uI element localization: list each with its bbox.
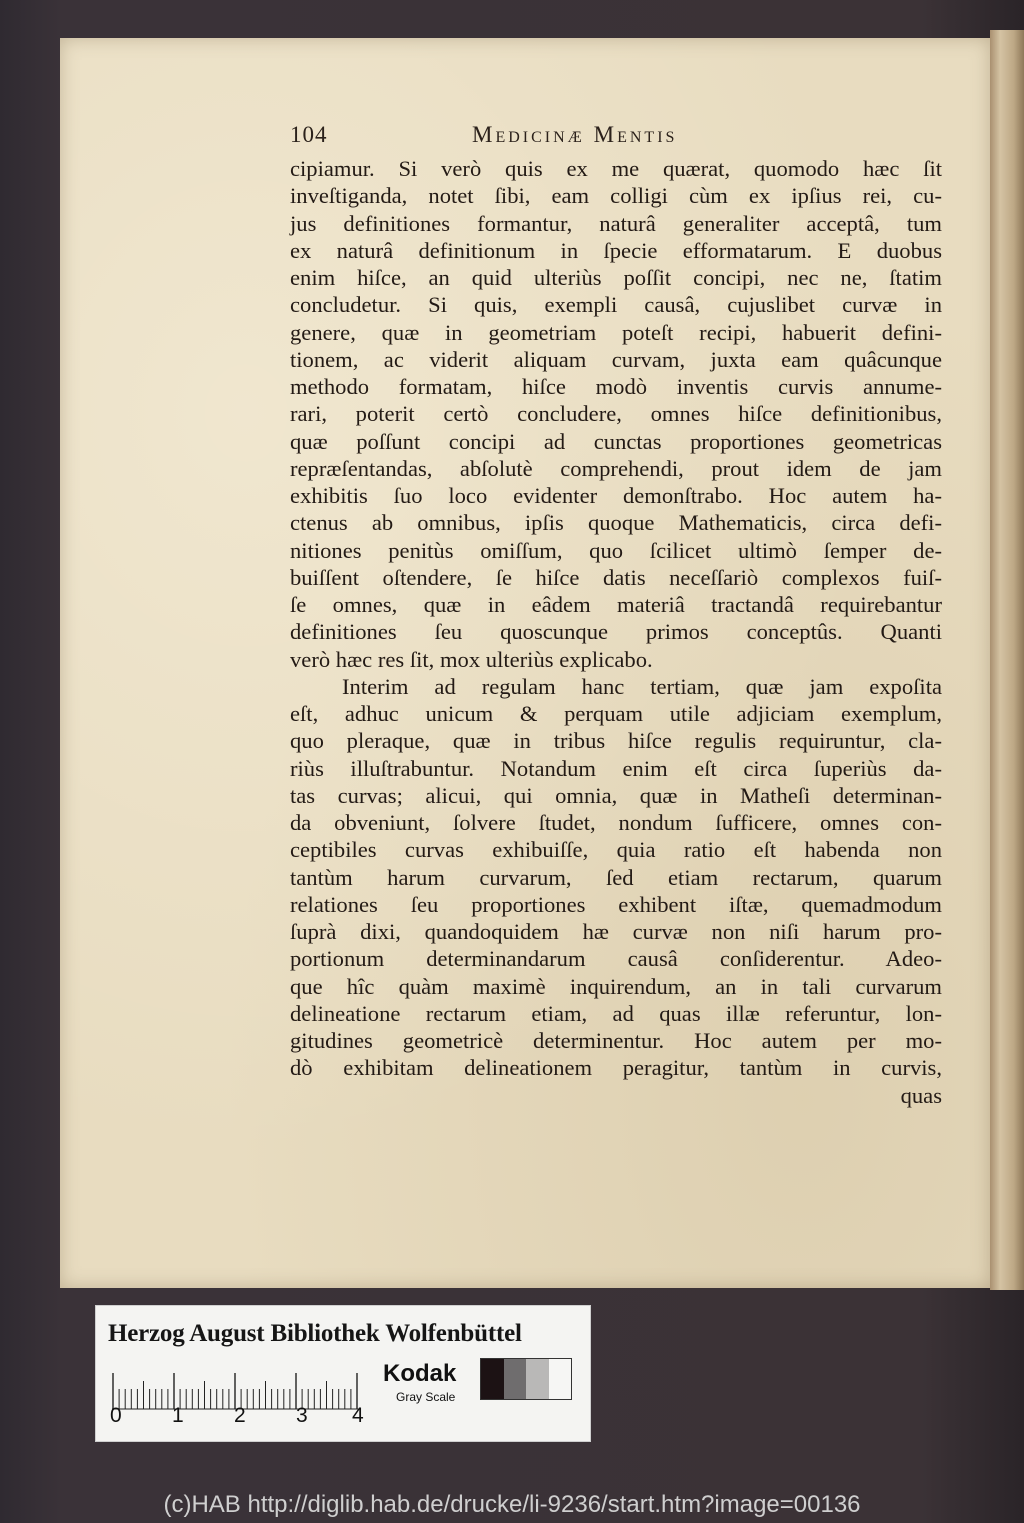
text-line: tas curvas; alicui, qui omnia, quæ in Matheſi determinan- [290, 782, 942, 808]
text-line: repræſentandas, abſolutè comprehendi, prout idem de jam [290, 455, 942, 481]
copyright-footer: (c)HAB http://diglib.hab.de/drucke/li-9236/start.htm?image=00136 [163, 1491, 861, 1518]
kodak-gray-scale-label: Gray Scale [396, 1390, 456, 1404]
text-line: inveſtiganda, notet ſibi, eam colligi cùm ex ipſius rei, cu- [290, 183, 942, 209]
text-line: Interim ad regulam hanc tertiam, quæ jam expoſita [342, 673, 942, 699]
gray-patch [549, 1359, 572, 1399]
catchword: quas [900, 1082, 942, 1108]
text-line: dò exhibitam delineationem peragitur, tantùm in curvis, [290, 1055, 942, 1081]
kodak-brand: Kodak [383, 1360, 457, 1387]
gray-scale-strip [480, 1358, 572, 1400]
library-name: Herzog August Bibliothek Wolfenbüttel [108, 1320, 522, 1347]
text-line: da obveniunt, ſolvere ſtudet, nondum ſufficere, omnes con- [290, 810, 942, 835]
text-line: nitiones penitùs omiſſum, quo ſcilicet ultimò ſemper de- [290, 537, 942, 563]
text-line: tantùm harum curvarum, ſed etiam rectarum, quarum [290, 864, 942, 890]
text-line: ſuprà dixi, quandoquidem hæ curvæ non niſi harum pro- [290, 919, 942, 944]
text-line: tionem, ac viderit aliquam curvam, juxta eam quâcunque [290, 346, 942, 372]
text-line: buiſſent oſtendere, ſe hiſce datis neceſſariò complexos fuiſ- [290, 564, 942, 590]
text-line: exhibitis ſuo loco evidenter demonſtrabo. Hoc autem ha- [290, 483, 942, 508]
text-line: riùs illuſtrabuntur. Notandum enim eſt circa ſuperiùs da- [290, 755, 942, 781]
text-line: verò hæc res ſit, mox ulteriùs explicabo. [290, 646, 653, 672]
text-line: quo pleraque, quæ in tribus hiſce regulis requiruntur, cla- [290, 728, 942, 754]
text-line: quæ poſſunt concipi ad cunctas proportiones geometricas [290, 428, 942, 454]
text-line: ceptibiles curvas exhibuiſſe, quia ratio eſt habenda non [290, 837, 942, 863]
text-line: concludetur. Si quis, exempli causâ, cujuslibet curvæ in [290, 292, 942, 318]
text-line: ſe omnes, quæ in eâdem materiâ tractandâ requirebantur [290, 592, 942, 617]
ruler-label: 3 [296, 1404, 308, 1427]
gray-patch [481, 1359, 504, 1399]
page-number: 104 [290, 122, 328, 147]
text-line: definitiones ſeu quoscunque primos conceptûs. Quanti [290, 619, 942, 645]
text-line: ex naturâ definitionum in ſpecie efformatarum. E duobus [290, 237, 942, 263]
text-line: ctenus ab omnibus, ipſis quoque Mathematicis, circa defi- [290, 510, 942, 536]
text-line: que hîc quàm maximè inquirendum, an in tali curvarum [290, 973, 942, 999]
text-line: methodo formatam, hiſce modò inventis curvis annume- [290, 374, 942, 399]
text-line: gitudines geometricè determinentur. Hoc autem per mo- [290, 1028, 942, 1053]
ruler-label: 1 [172, 1404, 184, 1427]
text-line: delineatione rectarum etiam, ad quas illæ referuntur, lon- [290, 1000, 942, 1026]
book-page-edge [990, 30, 1024, 1290]
text-line: portionum determinandarum causâ conſiderentur. Adeo- [290, 946, 942, 972]
ruler-label: 0 [110, 1404, 122, 1427]
gray-patch [504, 1359, 527, 1399]
text-line: jus definitiones formantur, naturâ generaliter acceptâ, tum [290, 210, 942, 236]
text-line: eſt, adhuc unicum & perquam utile adjiciam exemplum, [290, 701, 942, 726]
ruler-label: 4 [352, 1404, 364, 1427]
ruler-label: 2 [234, 1404, 246, 1427]
page-header [290, 122, 940, 154]
body-text [290, 155, 942, 1109]
text-line: genere, quæ in geometriam poteſt recipi, habuerit defini- [290, 319, 942, 345]
gray-patch [526, 1359, 549, 1399]
text-line: rari, poterit certò concludere, omnes hiſce definitionibus, [290, 401, 942, 427]
running-head: Medicinæ Mentis [472, 122, 678, 147]
library-label-card [95, 1305, 591, 1442]
text-line: cipiamur. Si verò quis ex me quærat, quomodo hæc ſit [290, 156, 942, 181]
text-line: enim hiſce, an quid ulteriùs poſſit concipi, nec ne, ſtatim [290, 265, 942, 290]
text-line: relationes ſeu proportiones exhibent iſtæ, quemadmodum [290, 891, 942, 917]
